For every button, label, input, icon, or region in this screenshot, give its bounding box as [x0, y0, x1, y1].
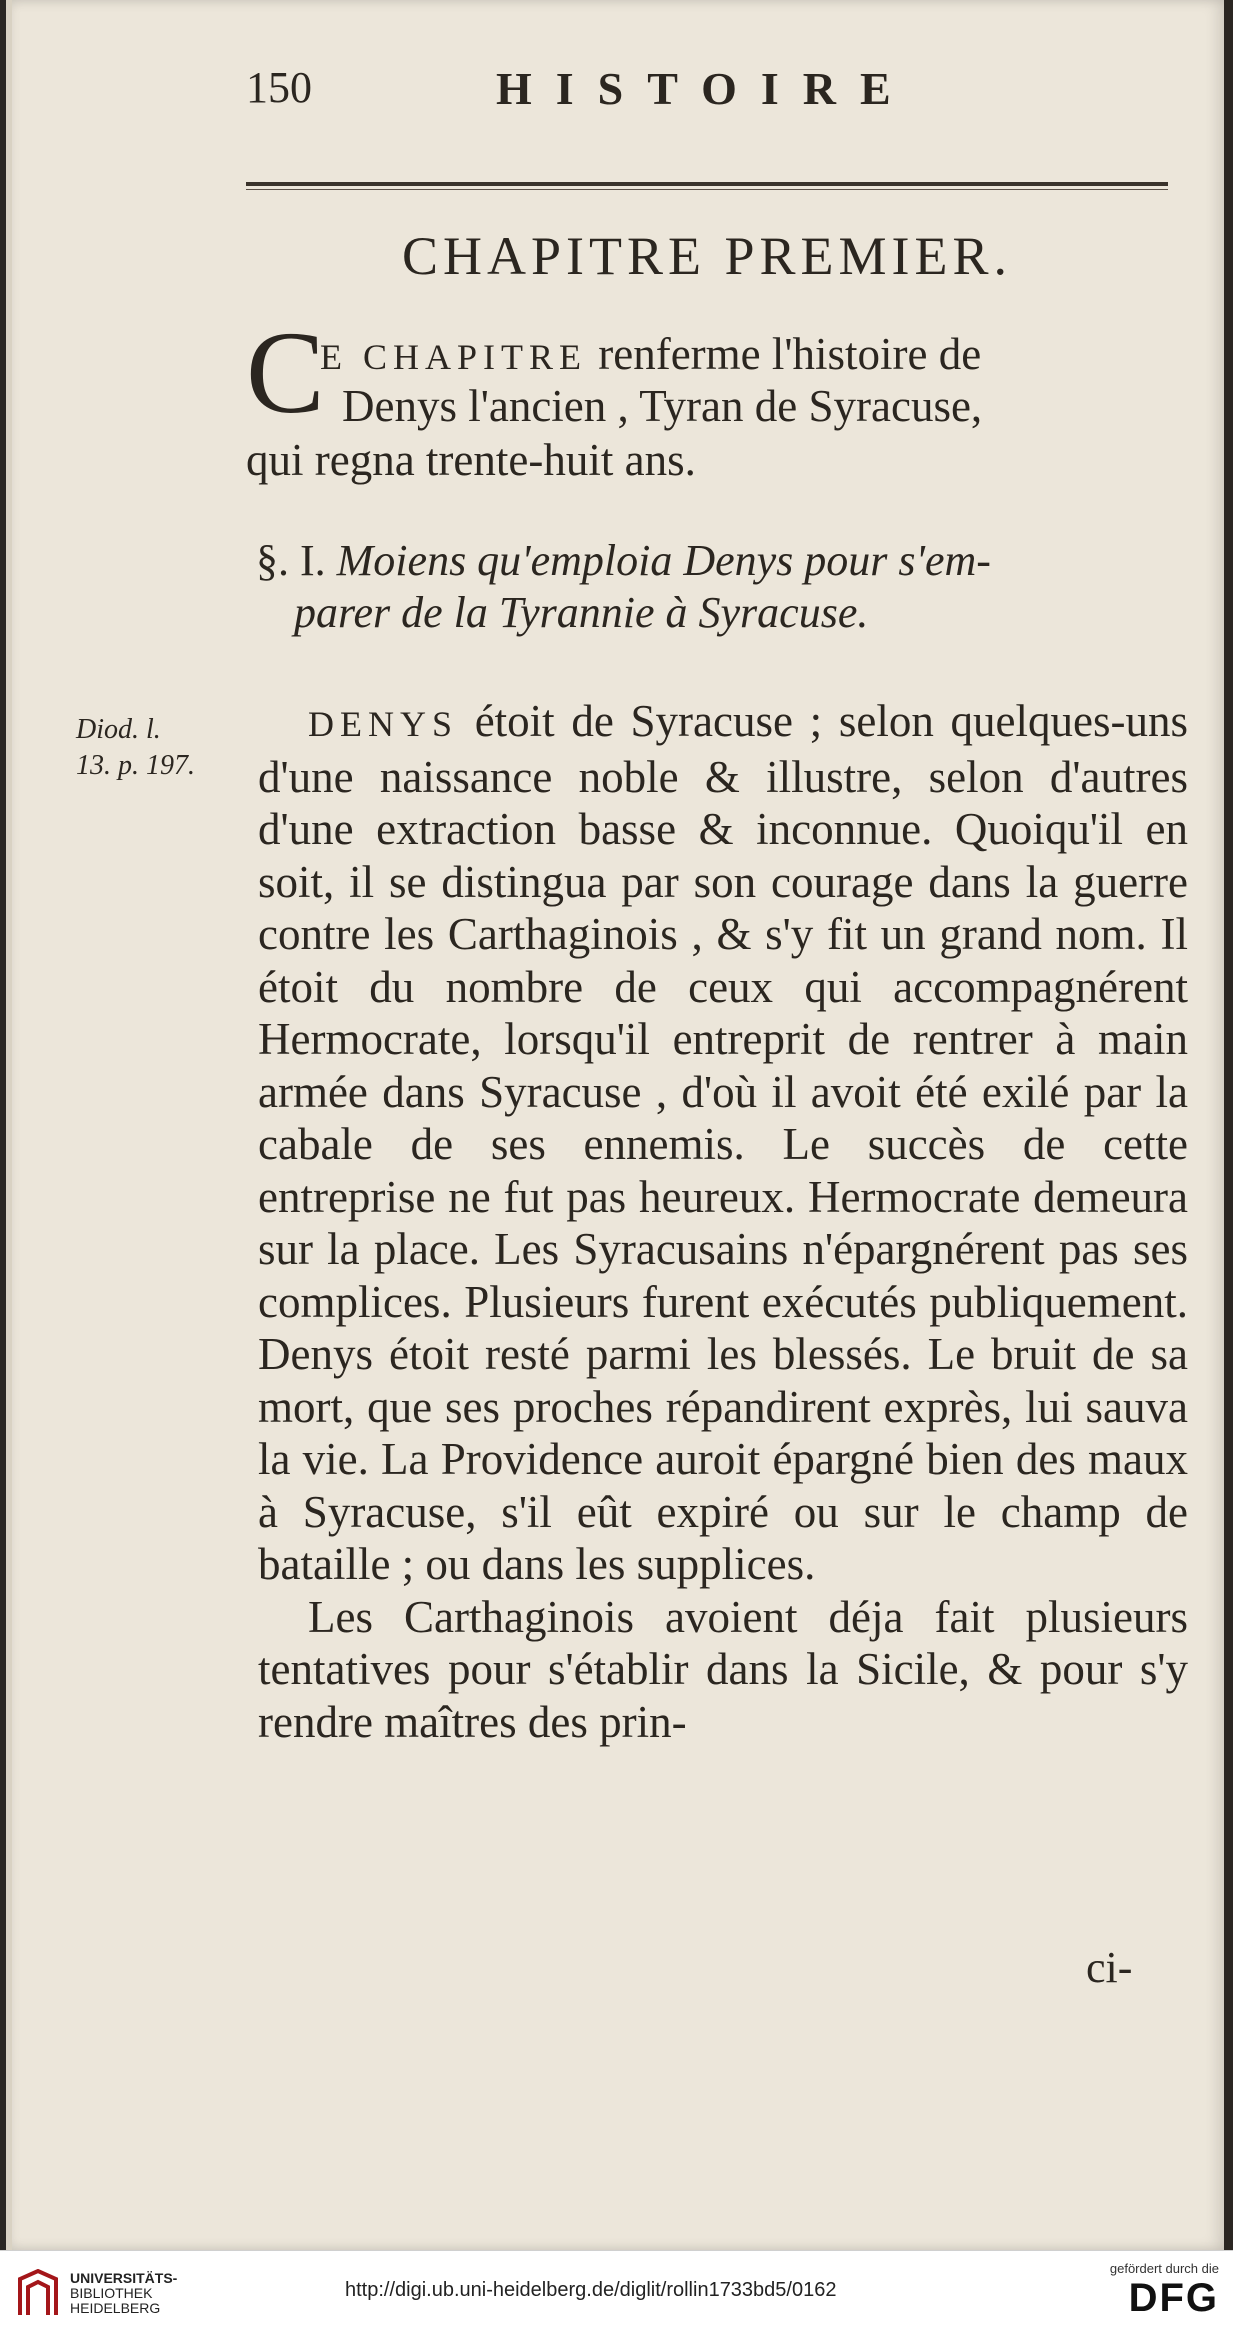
header-rule-thin	[246, 189, 1168, 190]
institution-line-1: UNIVERSITÄTS-	[70, 2270, 178, 2286]
page-edge	[6, 0, 12, 2250]
funder-label: gefördert durch die	[1109, 2261, 1219, 2276]
running-title: HISTOIRE	[496, 63, 915, 114]
section-heading-line-2	[246, 587, 1186, 639]
section-heading	[246, 535, 1186, 639]
funder	[1069, 2261, 1219, 2320]
summary-line-3: qui regna trente-huit ans.	[246, 435, 696, 485]
institution-name	[70, 2271, 177, 2316]
catchword: ci-	[1086, 1943, 1133, 1992]
institution-line-3: HEIDELBERG	[70, 2300, 161, 2316]
margin-note-line-2: 13. p. 197.	[76, 750, 195, 781]
paragraph-1	[258, 695, 1188, 1591]
paragraph-2-text: Les Carthaginois avoient déja fait plusieurs tentatives pour s'établir dans la Sicile, & pour s'y rendre maîtres des prin-	[258, 1591, 1188, 1747]
header-rule-thick	[246, 182, 1168, 186]
drop-cap: C	[246, 307, 325, 438]
paragraph-1-text: étoit de Syracuse ; selon quelques-uns d'une naissance noble & illustre, selon d'autres d'une extraction basse & inconnue. Quoiqu'il en soit, il se distingua par son courage dans la guerre contre les Carthaginois , & s'y fit un grand nom. Il étoit du nombre de ceux qui accompagnérent Hermocrate, lorsqu'il entreprit de rentrer à main armée dans Syracuse , d'où il avoit été exilé par la cabale de ses ennemis. Le succès de cette entreprise ne fut pas heureux. Hermocrate demeura sur la place. Les Syracusains n'épargnérent pas ses complices. Plusieurs furent exécutés publiquement. Denys étoit resté parmi les blessés. Le bruit de sa mort, que ses proches répandirent exprès, lui sauva la vie. La Providence auroit épargné bien des maux à Syracuse, s'il eût expiré ou sur le champ de bataille ; ou dans les supplices.	[258, 696, 1188, 1589]
paragraph-1-opening: DENYS	[308, 704, 459, 744]
summary-line-1-text: renferme l'histoire de	[598, 329, 982, 379]
permalink-url[interactable]: http://digi.ub.uni-heidelberg.de/diglit/rollin1733bd5/0162	[345, 2279, 837, 2301]
section-heading-line-1	[246, 535, 1186, 587]
margin-note	[76, 712, 256, 784]
section-number: §. I.	[256, 536, 326, 585]
summary-line-2: Denys l'ancien , Tyran de Syracuse,	[342, 381, 983, 431]
dfg-logo: DFG	[1128, 2276, 1219, 2320]
paragraph-2	[258, 1591, 1188, 1749]
book-page	[6, 0, 1224, 2250]
summary-smallcaps: E CHAPITRE	[320, 337, 587, 377]
institution-line-2: BIBLIOTHEK	[70, 2285, 153, 2301]
summary-line-1	[320, 328, 981, 383]
page-number: 150	[246, 63, 312, 112]
section-title-line-1: Moiens qu'emploia Denys pour s'em-	[336, 536, 991, 585]
footer-bar	[0, 2250, 1233, 2337]
university-library-logo-icon	[16, 2269, 60, 2319]
running-head	[246, 62, 1176, 122]
body-text	[258, 695, 1188, 1748]
chapter-title: CHAPITRE PREMIER.	[401, 226, 1013, 286]
margin-note-line-1: Diod. l.	[76, 714, 161, 745]
section-title-line-2: parer de la Tyrannie à Syracuse.	[294, 588, 869, 637]
